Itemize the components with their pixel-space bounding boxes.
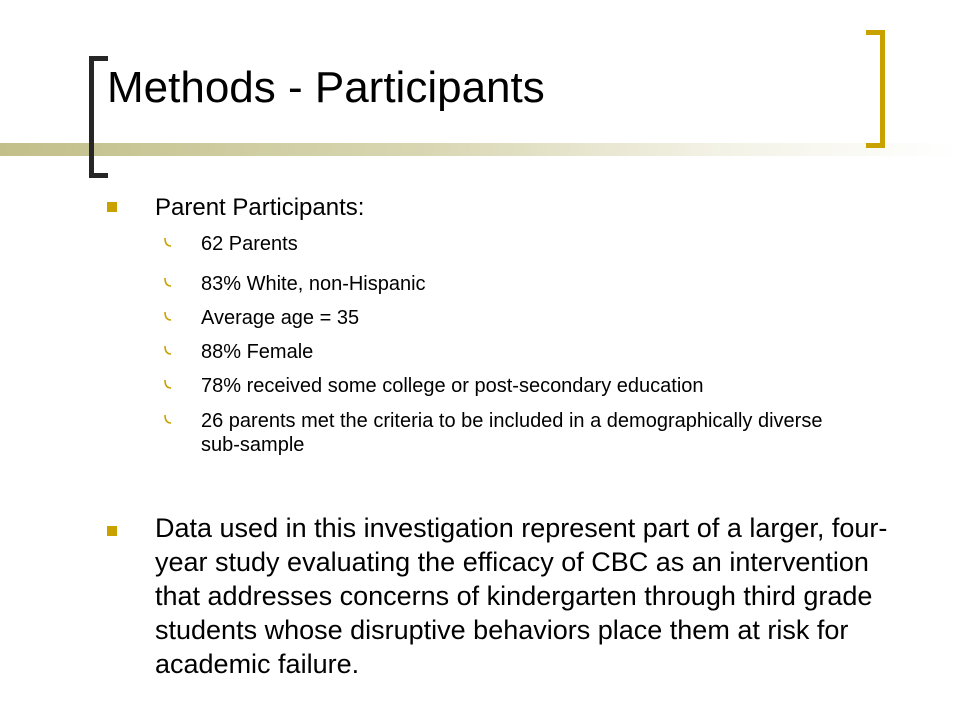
sub-bullet-icon — [163, 311, 173, 323]
square-bullet-icon — [107, 526, 117, 536]
sub-bullet-item: 78% received some college or post-secondary education — [201, 375, 704, 397]
sub-bullet-icon — [163, 345, 173, 357]
sub-bullet-icon — [163, 379, 173, 391]
sub-bullet-item: 88% Female — [201, 341, 314, 363]
slide-title: Methods - Participants — [107, 63, 545, 112]
bullet-heading: Parent Participants: — [155, 194, 365, 221]
sub-bullet-item: 62 Parents — [201, 233, 298, 255]
sub-bullet-icon — [163, 237, 173, 249]
sub-bullet-item: Average age = 35 — [201, 307, 360, 329]
sub-bullet-item: 26 parents met the criteria to be included in a demographically diverse sub-sample — [201, 410, 823, 456]
sub-bullet-icon — [163, 414, 173, 426]
square-bullet-icon — [107, 202, 117, 212]
sub-bullet-item: 83% White, non-Hispanic — [201, 273, 426, 295]
sub-bullet-icon — [163, 277, 173, 289]
bullet-paragraph: Data used in this investigation represent part of a larger, four-year study evaluating the efficacy of CBC as an intervention that addresses concerns of kindergarten through third grade students whose disruptive behaviors place them at risk for academic failure. — [155, 513, 888, 679]
